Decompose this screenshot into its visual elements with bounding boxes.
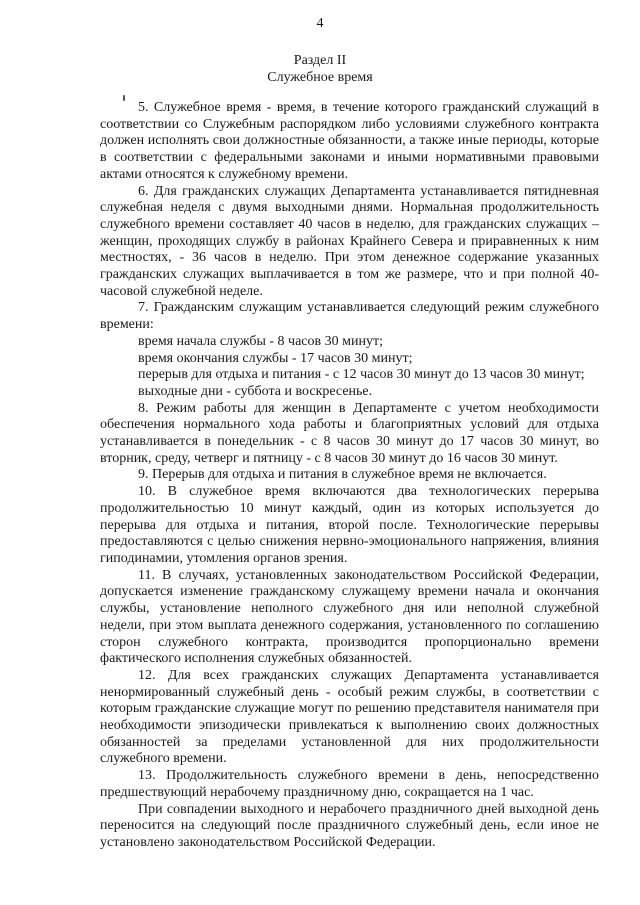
page-number: 4 <box>316 16 324 31</box>
schedule-end-time: время окончания службы - 17 часов 30 минут; <box>138 350 413 366</box>
section-number: Раздел II <box>293 53 347 68</box>
paragraph-10: 10. В служебное время включаются два технологических перерыва продолжительностью 10 минут каждый, один из которых используется до перерыва для отдыха и питания, второй после. Технологические перерывы предоставляются с целью снижения нервно-эмоционального напряжения, влияния гиподинамии, утомления органов зрения. <box>100 484 599 566</box>
paragraph-6: 6. Для гражданских служащих Департамента устанавливается пятидневная служебная неделя с двумя выходными днями. Нормальная продолжительность служебного времени составляет 40 часов в неделю, для гражданских служащих – женщин, проходящих службу в районах Крайнего Севера и приравненных к ним местностях, - 36 часов в неделю. При этом денежное содержание указанных гражданских служащих выплачивается в том же размере, что и при полной 40-часовой служебной неделе. <box>100 183 599 299</box>
section-heading <box>0 52 640 86</box>
schedule-days-off: выходные дни - суббота и воскресенье. <box>138 383 373 399</box>
paragraph-12: 12. Для всех гражданских служащих Департамента устанавливается ненормированный служебный день - особый режим службы, в соответствии с которым гражданские служащие могут по решению представителя нанимателя при необходимости эпизодически привлекаться к выполнению своих должностных обязанностей за пределами установленной для них продолжительности служебного времени. <box>100 667 599 767</box>
paragraph-8: 8. Режим работы для женщин в Департаменте с учетом необходимости обеспечения нормального хода работы и благоприятных условий для отдыха устанавливается в понедельник - с 8 часов 30 минут до 17 часов 30 минут, во вторник, среду, четверг и пятницу - с 8 часов 30 минут до 16 часов 30 минут. <box>100 400 599 466</box>
paragraph-9: 9. Перерыв для отдыха и питания в служебное время не включается. <box>138 467 547 483</box>
paragraph-5: 5. Служебное время - время, в течение которого гражданский служащий в соответствии со Служебным распорядком либо условиями служебного контракта должен исполнять свои должностные обязанности, а также иные периоды, которые в соответствии с федеральными законами и иными нормативными правовыми актами относятся к служебному времени. <box>100 100 599 182</box>
paragraph-13: 13. Продолжительность служебного времени в день, непосредственно предшествующий нерабочему праздничному дню, сокращается на 1 час. <box>100 768 599 800</box>
section-body <box>100 100 599 852</box>
paragraph-11: 11. В случаях, установленных законодательством Российской Федерации, допускается изменение гражданскому служащему времени начала и окончания службы, установление неполного служебного дня или неполной служебной недели, при этом выплата денежного содержания, установленного по соглашению сторон служебного контракта, производится пропорционально времени фактического исполнения служебных обязанностей. <box>100 567 599 667</box>
paragraph-7: 7. Гражданским служащим устанавливается следующий режим служебного времени: <box>100 300 599 333</box>
paragraph-13-continuation: При совпадении выходного и нерабочего праздничного дней выходной день переносится на следующий после праздничного служебный день, если иное не установлено законодательством Российской Федерации. <box>100 801 599 850</box>
schedule-lunch-break: перерыв для отдыха и питания - с 12 часов 30 минут до 13 часов 30 минут; <box>138 367 585 383</box>
section-title: Служебное время <box>267 70 373 85</box>
schedule-start-time: время начала службы - 8 часов 30 минут; <box>138 333 383 349</box>
